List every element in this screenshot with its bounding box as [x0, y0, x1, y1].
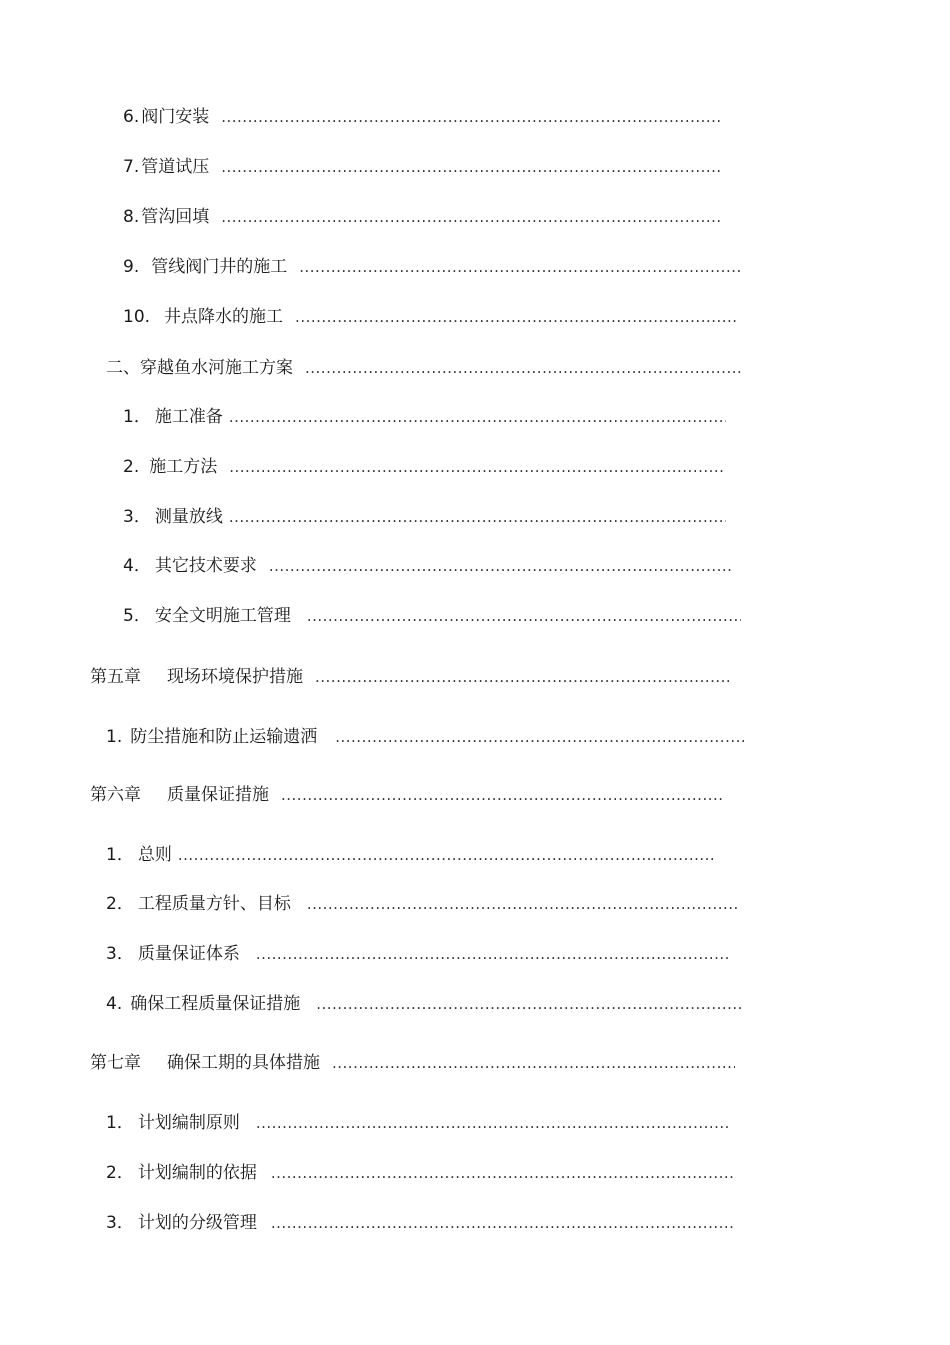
- toc-entry-title: 施工准备: [154, 407, 223, 427]
- dot-leader: [295, 306, 738, 328]
- toc-entry-title: 穿越鱼水河施工方案: [140, 358, 293, 378]
- toc-entry-title: 计划的分级管理: [137, 1213, 257, 1233]
- toc-entry-number: 3．: [106, 1213, 134, 1233]
- toc-entry-title: 管线阀门井的施工: [151, 257, 288, 277]
- toc-entry: [106, 943, 730, 965]
- dot-leader: [221, 106, 723, 128]
- dot-leader: [307, 605, 741, 627]
- toc-entry-number: 1．: [123, 407, 151, 427]
- toc-entry-number: 8.: [123, 207, 140, 227]
- toc-entry-number: 二、: [106, 358, 140, 378]
- toc-entry-number: 5．: [123, 606, 151, 626]
- toc-entry-title: 安全文明施工管理: [154, 606, 291, 626]
- toc-entry-title: 确保工程质量保证措施: [130, 994, 301, 1014]
- toc-entry: [123, 106, 723, 128]
- toc-entry: [123, 156, 723, 178]
- toc-entry-number: 3．: [123, 507, 151, 527]
- toc-entry: [106, 993, 744, 1015]
- dot-leader: [229, 456, 725, 478]
- dot-leader: [335, 726, 746, 748]
- toc-entry-title: 防尘措施和防止运输遗洒: [130, 727, 318, 747]
- dot-leader: [178, 844, 716, 866]
- toc-entry-number: 9.: [123, 257, 140, 277]
- dot-leader: [229, 506, 726, 528]
- toc-entry: [106, 1112, 730, 1134]
- dot-leader: [332, 1052, 735, 1074]
- toc-entry-title: 测量放线: [154, 507, 223, 527]
- toc-entry: [123, 605, 741, 627]
- toc-entry: [106, 726, 746, 748]
- toc-entry-title: 管沟回填: [141, 207, 210, 227]
- toc-chapter-number: 第七章: [90, 1053, 141, 1073]
- dot-leader: [221, 156, 723, 178]
- toc-entry-number: 4．: [123, 556, 151, 576]
- toc-entry-title: 工程质量方针、目标: [137, 894, 291, 914]
- toc-entry-title: 管道试压: [141, 157, 210, 177]
- dot-leader: [271, 1212, 733, 1234]
- toc-entry: [123, 456, 725, 478]
- toc-chapter-number: 第五章: [90, 667, 141, 687]
- dot-leader: [221, 206, 723, 228]
- dot-leader: [315, 666, 731, 688]
- dot-leader: [299, 256, 740, 278]
- dot-leader: [305, 357, 743, 379]
- toc-entry-title: 确保工期的具体措施: [167, 1053, 320, 1073]
- toc-entry-number: 1．: [106, 845, 134, 865]
- toc-entry: [106, 357, 743, 379]
- toc-entry: [123, 406, 726, 428]
- toc-entry-title: 质量保证措施: [167, 785, 269, 805]
- toc-entry-number: 6.: [123, 107, 140, 127]
- dot-leader: [271, 1162, 733, 1184]
- toc-entry: [123, 555, 732, 577]
- toc-chapter-entry: [90, 784, 722, 806]
- toc-entry: [106, 844, 716, 866]
- toc-entry-number: 2．: [106, 1163, 134, 1183]
- toc-entry-title: 总则: [137, 845, 172, 865]
- toc-entry-title: 现场环境保护措施: [167, 667, 303, 687]
- toc-chapter-entry: [90, 1052, 735, 1074]
- toc-entry-number: 4.: [106, 994, 123, 1014]
- toc-entry: [123, 256, 740, 278]
- toc-entry: [106, 1162, 733, 1184]
- toc-entry: [106, 1212, 733, 1234]
- dot-leader: [229, 406, 726, 428]
- toc-entry-number: 1．: [106, 1113, 134, 1133]
- toc-chapter-entry: [90, 666, 731, 688]
- toc-chapter-number: 第六章: [90, 785, 141, 805]
- toc-entry-number: 3．: [106, 944, 134, 964]
- toc-entry: [123, 306, 738, 328]
- toc-entry: [106, 893, 740, 915]
- toc-entry-number: 10.: [123, 307, 151, 327]
- toc-entry-number: 7.: [123, 157, 140, 177]
- dot-leader: [256, 1112, 730, 1134]
- dot-leader: [256, 943, 730, 965]
- dot-leader: [307, 893, 740, 915]
- toc-entry-title: 质量保证体系: [137, 944, 240, 964]
- toc-entry-number: 1.: [106, 727, 123, 747]
- dot-leader: [269, 555, 732, 577]
- toc-entry: [123, 206, 723, 228]
- toc-entry: [123, 506, 726, 528]
- toc-entry-number: 2．: [106, 894, 134, 914]
- toc-entry-title: 井点降水的施工: [164, 307, 284, 327]
- toc-entry-title: 阀门安装: [141, 107, 210, 127]
- dot-leader: [281, 784, 722, 806]
- dot-leader: [316, 993, 744, 1015]
- toc-entry-title: 计划编制的依据: [137, 1163, 257, 1183]
- toc-entry-number: 2.: [123, 457, 140, 477]
- toc-entry-title: 其它技术要求: [154, 556, 257, 576]
- toc-entry-title: 施工方法: [149, 457, 218, 477]
- toc-entry-title: 计划编制原则: [137, 1113, 240, 1133]
